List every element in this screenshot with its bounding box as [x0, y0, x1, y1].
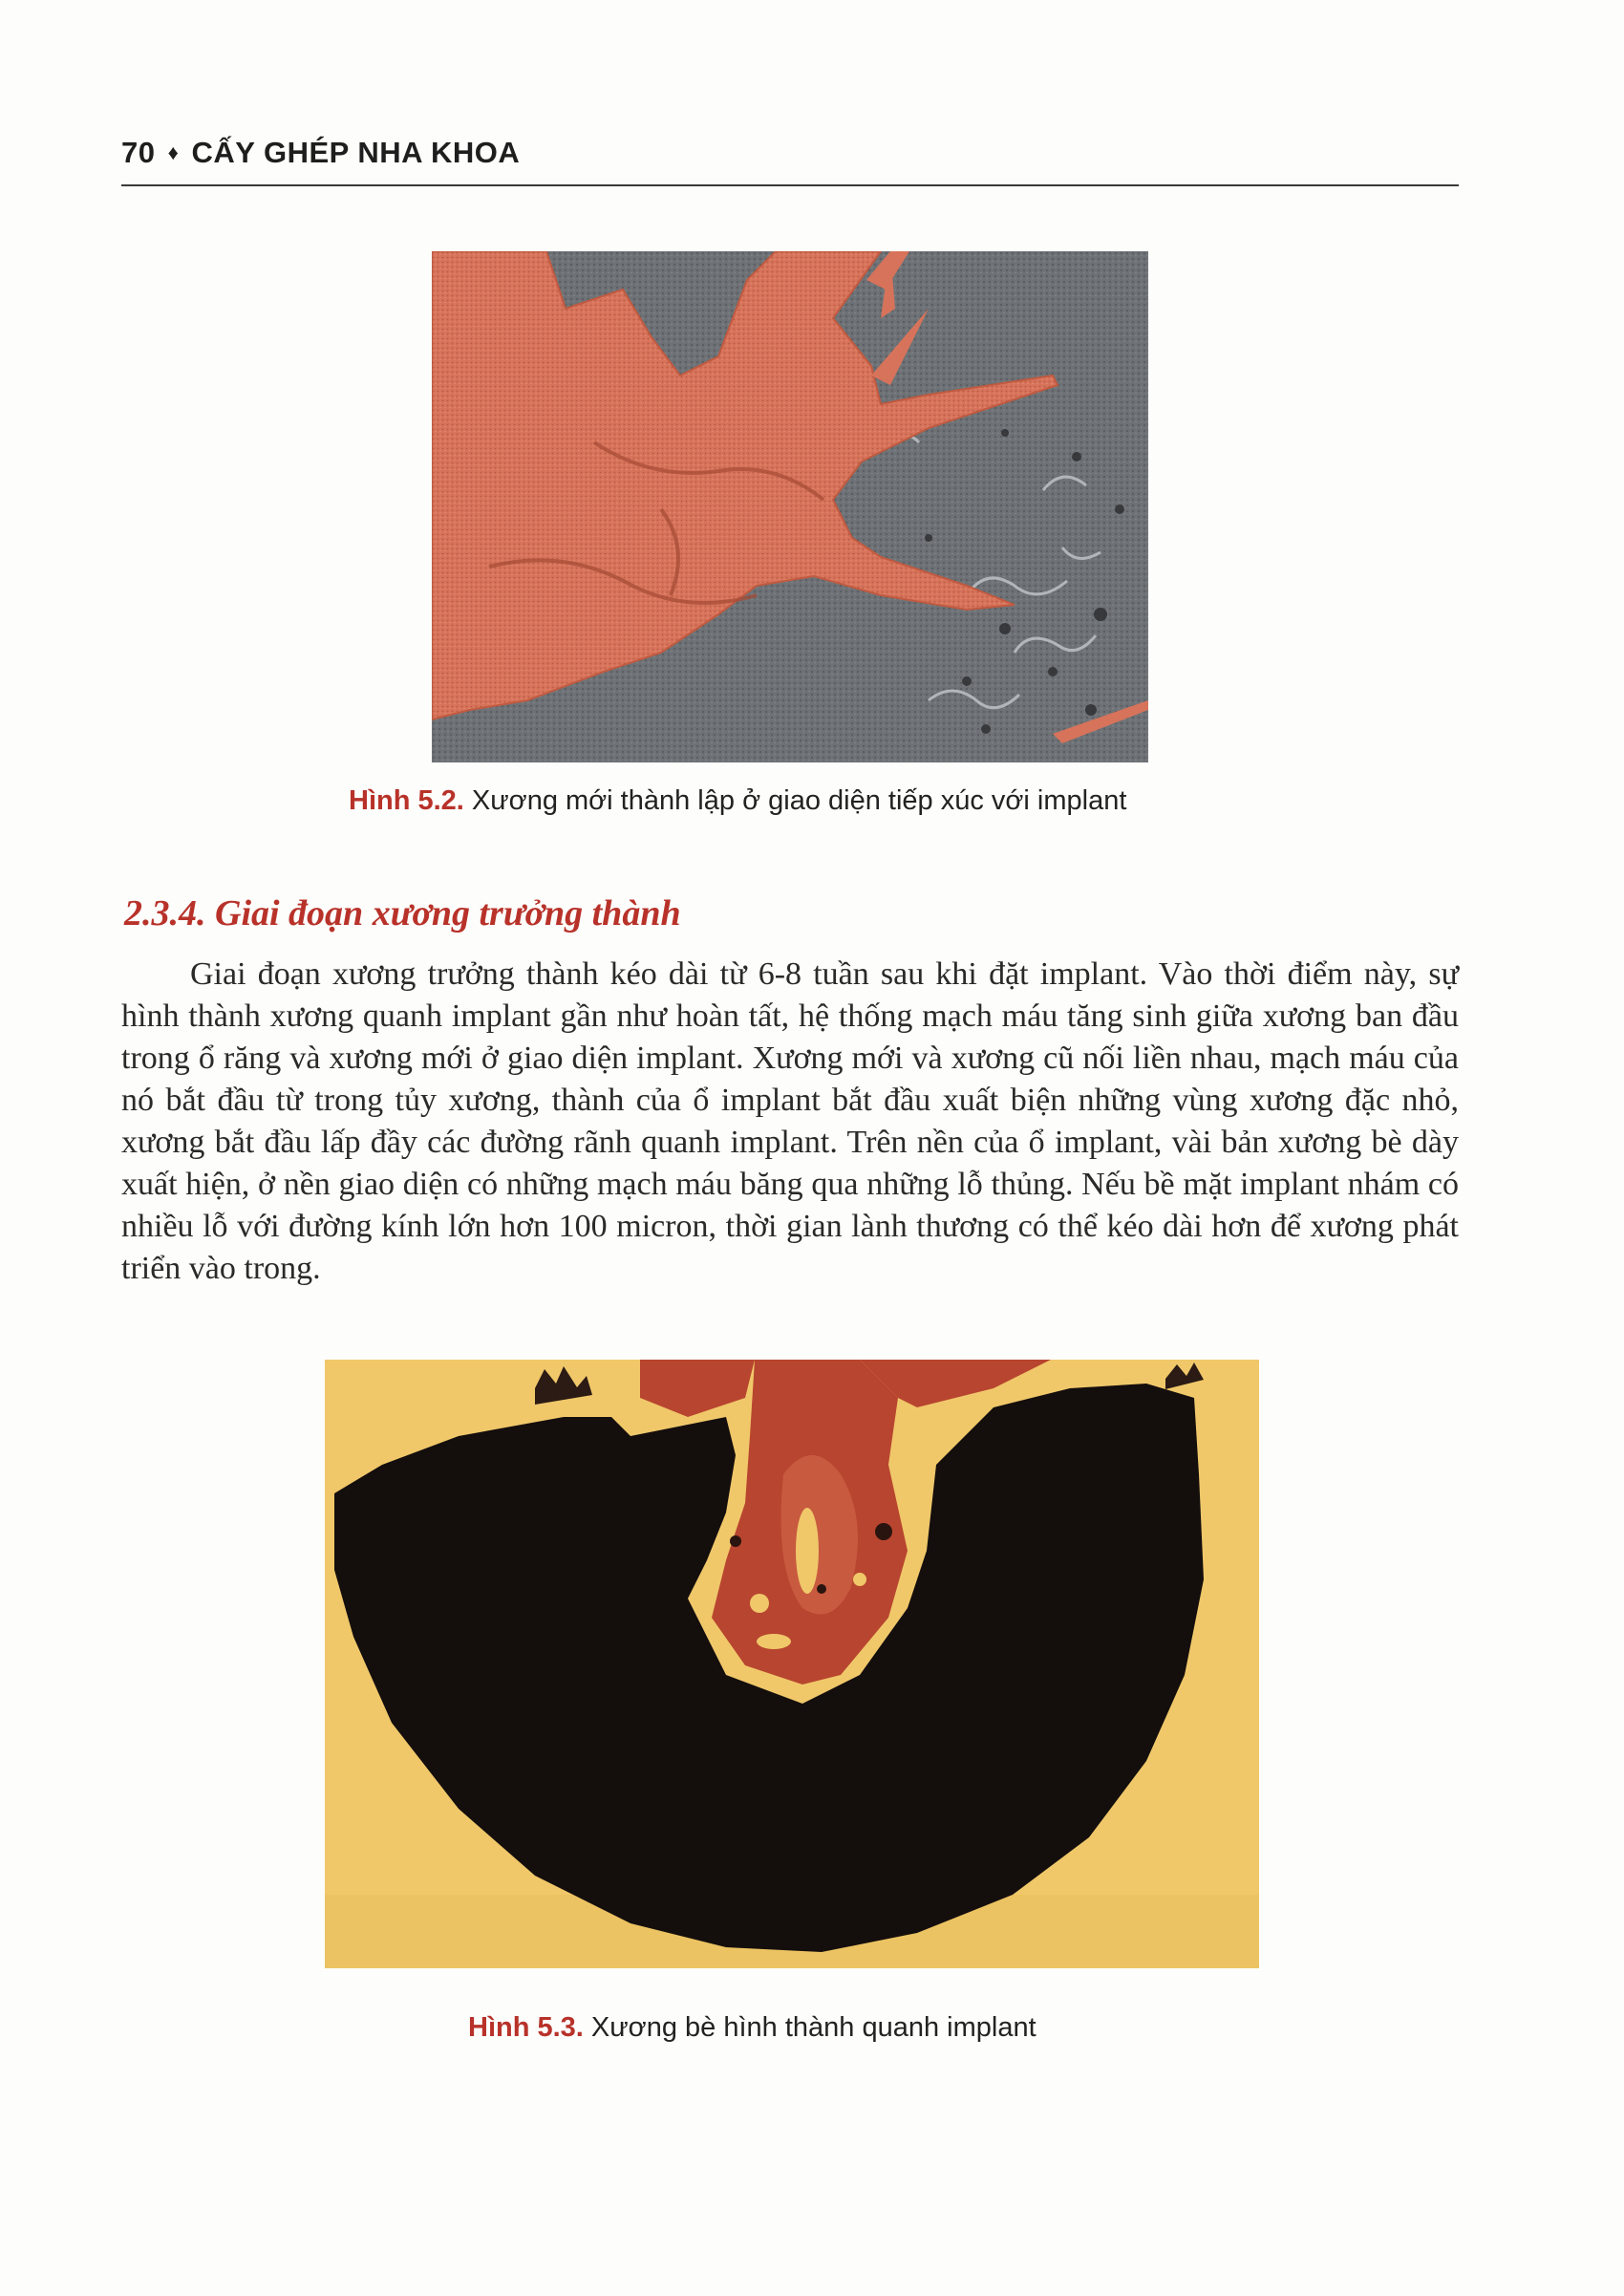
histology-section-illustration — [325, 1360, 1259, 1968]
figure-caption-text: Xương mới thành lập ở giao diện tiếp xúc với implant — [463, 785, 1127, 816]
sem-osteoblast-illustration — [432, 251, 1148, 762]
header-rule — [121, 184, 1459, 186]
figure-label: Hình 5.2. — [349, 785, 464, 816]
page-number: 70 — [121, 136, 156, 169]
figure-5-3-caption — [468, 2012, 1036, 2044]
figure-5-2-caption — [349, 785, 1126, 817]
figure-label: Hình 5.3. — [468, 2012, 584, 2043]
figure-5-2-image — [432, 251, 1148, 762]
body-paragraph: Giai đoạn xương trưởng thành kéo dài từ 6-8 tuần sau khi đặt implant. Vào thời điểm này, sự hình thành xương quanh implant gần như hoàn tất, hệ thống mạch máu tăng sinh giữa xương ban đầu trong ổ răng và xương mới ở giao diện implant. Xương mới và xương cũ nối liền nhau, mạch máu của nó bắt đầu từ trong tủy xương, thành của ổ implant bắt đầu xuất biện những vùng xương đặc nhỏ, xương bắt đầu lấp đầy các đường rãnh quanh implant. Trên nền của ổ implant, vài bản xương bè dày xuất hiện, ở nền giao diện có những mạch máu băng qua những lỗ thủng. Nếu bề mặt implant nhám có nhiều lỗ với đường kính lớn hơn 100 micron, thời gian lành thương có thể kéo dài hơn để xương phát triển vào trong. — [121, 956, 1459, 1286]
figure-caption-text: Xương bè hình thành quanh implant — [583, 2012, 1036, 2043]
figure-5-3-image — [325, 1360, 1259, 1968]
diamond-separator-icon: ♦ — [167, 140, 180, 164]
section-heading: 2.3.4. Giai đoạn xương trưởng thành — [124, 893, 681, 933]
book-title: CẤY GHÉP NHA KHOA — [191, 136, 521, 169]
running-header — [121, 136, 1459, 170]
